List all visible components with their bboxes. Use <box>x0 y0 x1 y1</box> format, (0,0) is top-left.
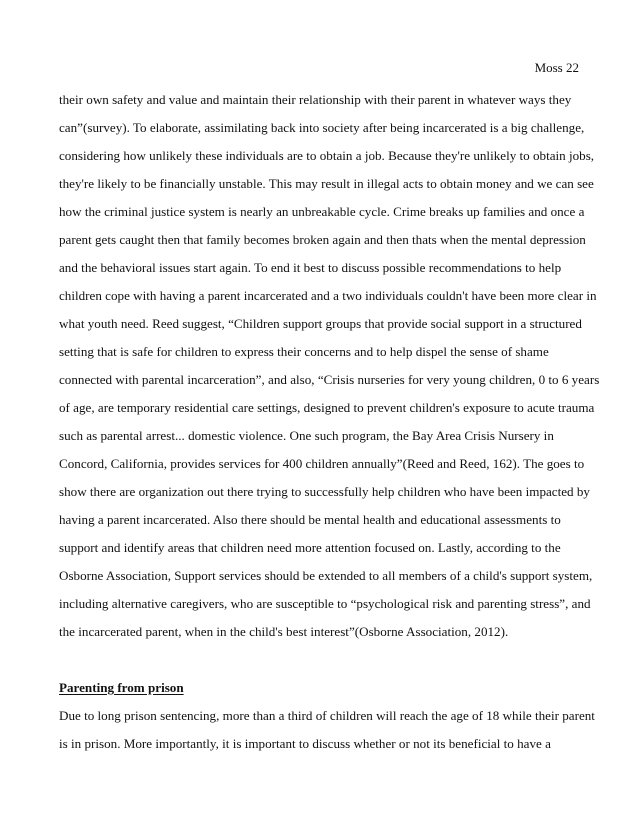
text-line: of age, are temporary residential care settings, designed to prevent children's exposure to acute trauma <box>59 400 595 415</box>
text-line: parent gets caught then that family becomes broken again and then thats when the mental depression <box>59 232 586 247</box>
text-line: such as parental arrest... domestic violence. One such program, the Bay Area Crisis Nursery in <box>59 428 554 443</box>
text-line: Osborne Association, Support services should be extended to all members of a child's support system, <box>59 568 593 583</box>
text-line: setting that is safe for children to express their concerns and to help dispel the sense of shame <box>59 344 549 359</box>
text-line: their own safety and value and maintain their relationship with their parent in whatever ways they <box>59 92 572 107</box>
text-line: children cope with having a parent incarcerated and a two individuals couldn't have been more clear in <box>59 288 597 303</box>
text-line: considering how unlikely these individuals are to obtain a job. Because they're unlikely to obtain jobs, <box>59 148 595 163</box>
text-line: connected with parental incarceration”, and also, “Crisis nurseries for very young children, 0 to 6 years <box>59 372 600 387</box>
text-line: having a parent incarcerated. Also there should be mental health and educational assessments to <box>59 512 561 527</box>
section-heading: Parenting from prison <box>59 680 184 695</box>
text-line: they're likely to be financially unstable. This may result in illegal acts to obtain money and we can see <box>59 176 594 191</box>
text-line: Concord, California, provides services for 400 children annually”(Reed and Reed, 162). The goes to <box>59 456 585 471</box>
text-line: including alternative caregivers, who are susceptible to “psychological risk and parenting stress”, and <box>59 596 591 611</box>
text-line: can”(survey). To elaborate, assimilating back into society after being incarcerated is a big challenge, <box>59 120 585 135</box>
text-line: Due to long prison sentencing, more than a third of children will reach the age of 18 while their parent <box>59 708 595 723</box>
text-line: what youth need. Reed suggest, “Children support groups that provide social support in a structured <box>59 316 582 331</box>
page-header: Moss 22 <box>534 60 579 75</box>
text-line: show there are organization out there trying to successfully help children who have been impacted by <box>59 484 590 499</box>
text-line: is in prison. More importantly, it is important to discuss whether or not its beneficial to have a <box>59 736 551 751</box>
text-line: and the behavioral issues start again. To end it best to discuss possible recommendations to help <box>59 260 562 275</box>
text-line: the incarcerated parent, when in the child's best interest”(Osborne Association, 2012). <box>59 624 509 639</box>
text-line: how the criminal justice system is nearly an unbreakable cycle. Crime breaks up families and once a <box>59 204 585 219</box>
text-line: support and identify areas that children need more attention focused on. Lastly, according to the <box>59 540 561 555</box>
